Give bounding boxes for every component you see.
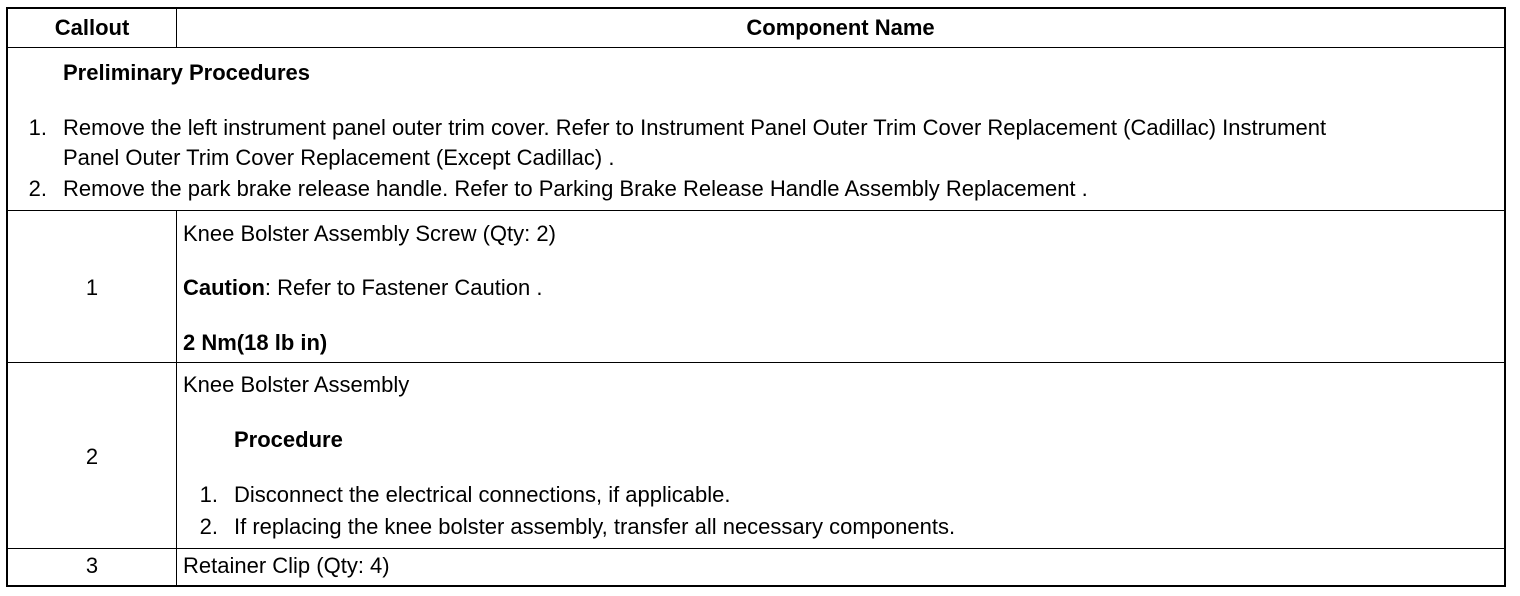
preliminary-procedures-row <box>8 48 1504 211</box>
preliminary-step-number: 2. <box>28 176 47 201</box>
callout-number: 2 <box>85 444 99 469</box>
preliminary-step-text: Remove the park brake release handle. Refer to Parking Brake Release Handle Assembly Replacement . <box>63 176 1088 201</box>
caution-label: Caution <box>183 275 265 300</box>
table-row <box>8 363 1504 549</box>
table-row <box>8 211 1504 363</box>
column-divider <box>176 549 177 585</box>
preliminary-title: Preliminary Procedures <box>63 60 311 85</box>
callout-number: 3 <box>85 553 99 578</box>
torque-value: 2 Nm(18 lb in) <box>183 330 328 355</box>
component-table <box>6 7 1506 587</box>
preliminary-step-text: Remove the left instrument panel outer trim cover. Refer to Instrument Panel Outer Trim Cover Replacement (Cadillac) Instrument <box>63 115 1327 140</box>
procedure-step-number: 1. <box>199 482 218 507</box>
preliminary-step-text-continued: Panel Outer Trim Cover Replacement (Except Cadillac) . <box>63 145 615 170</box>
procedure-title: Procedure <box>234 427 343 452</box>
component-name: Knee Bolster Assembly <box>183 372 410 397</box>
preliminary-step-number: 1. <box>28 115 47 140</box>
caution-text: : Refer to Fastener Caution . <box>264 275 543 300</box>
caution-note <box>183 273 542 303</box>
component-name: Knee Bolster Assembly Screw (Qty: 2) <box>183 221 556 246</box>
header-component-name: Component Name <box>746 15 935 40</box>
procedure-step-text: If replacing the knee bolster assembly, transfer all necessary components. <box>234 514 956 539</box>
procedure-step-number: 2. <box>199 514 218 539</box>
procedure-step-text: Disconnect the electrical connections, if applicable. <box>234 482 731 507</box>
column-divider <box>176 211 177 363</box>
component-name: Retainer Clip (Qty: 4) <box>183 553 390 578</box>
callout-number: 1 <box>85 275 99 300</box>
header-callout: Callout <box>54 15 130 40</box>
table-header-row <box>8 9 1504 48</box>
table-row <box>8 549 1504 585</box>
column-divider <box>176 363 177 549</box>
